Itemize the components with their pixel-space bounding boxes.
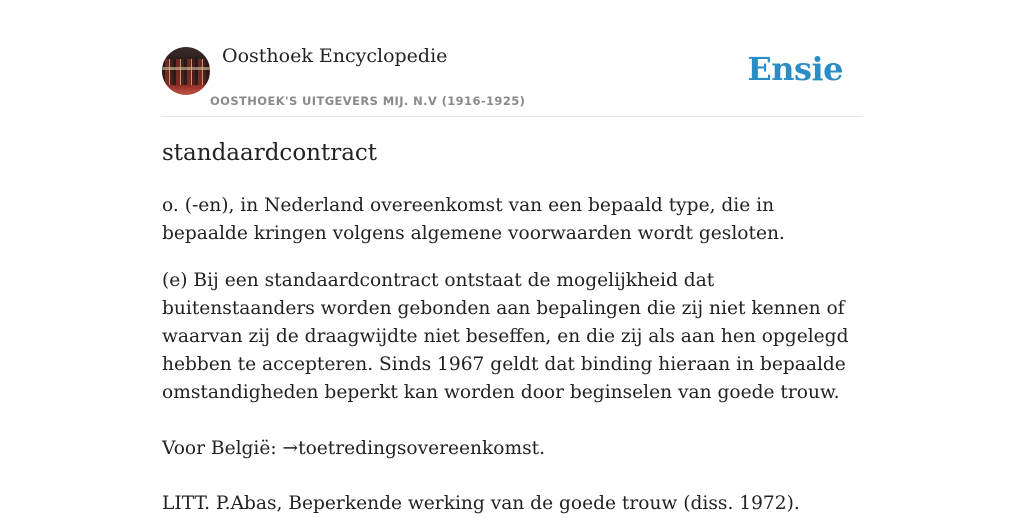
definition-paragraph: o. (-en), in Nederland overeenkomst van een bepaald type, die in bepaalde kringen volgens algemene voorwaarden wordt gesloten. [162, 195, 785, 244]
encyclopedia-books-avatar[interactable] [162, 47, 210, 95]
cross-reference-link[interactable]: Voor België: →toetredingsovereenkomst. [162, 438, 546, 459]
entry-title: standaardcontract [162, 140, 378, 166]
books-shelf-line [162, 67, 210, 70]
books-image [162, 59, 210, 85]
publisher-label: OOSTHOEK'S UITGEVERS MIJ. N.V (1916-1925) [210, 94, 526, 108]
site-header [162, 0, 862, 117]
explanation-paragraph: (e) Bij een standaardcontract ontstaat de mogelijkheid dat buitenstaanders worden gebonden aan bepalingen die zij niet kennen of waarvan zij de draagwijdte niet beseffen, en die zij als aan hen opgelegd hebben te accepteren. Sinds 1967 geldt dat binding hieraan in bepaalde omstandigheden beperkt kan worden door beginselen van goede trouw. [162, 270, 849, 403]
site-title[interactable]: Oosthoek Encyclopedie [222, 45, 448, 67]
literature-reference: LITT. P.Abas, Beperkende werking van de goede trouw (diss. 1972). [162, 493, 800, 514]
article-page [162, 0, 862, 514]
brand-logo[interactable]: Ensie [747, 50, 843, 88]
